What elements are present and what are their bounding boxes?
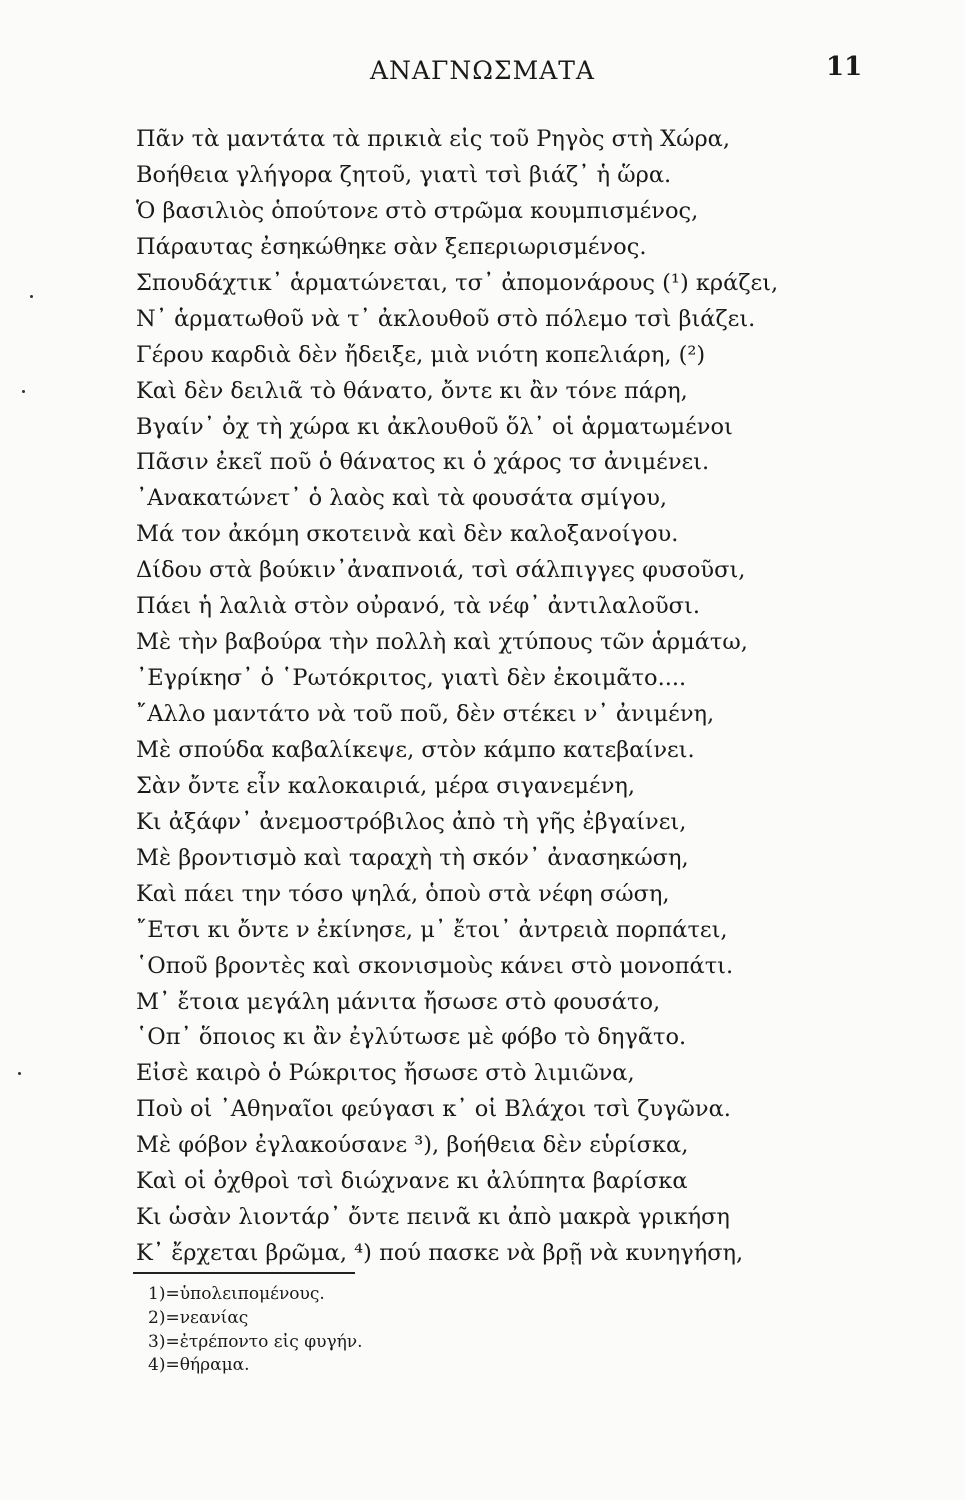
verse-line: Κ᾽ ἔρχεται βρῶμα, ⁴) πού πασκε νὰ βρῇ νὰ κυνηγήση,: [136, 1240, 744, 1267]
footnote: 4)=θήραμα.: [148, 1355, 250, 1376]
page-header: [0, 52, 965, 96]
verse-line: Γέρου καρδιὰ δὲν ἤδειξε, μιὰ νιότη κοπελιάρη, (²): [136, 341, 706, 368]
verse-line: Εἰσὲ καιρὸ ὁ Ρώκριτος ἤσωσε στὸ λιμιῶνα,: [136, 1060, 635, 1087]
verse-line: Ποὺ οἱ ᾽Αθηναῖοι φεύγασι κ᾽ οἱ Βλάχοι τσὶ ζυγῶνα.: [136, 1096, 731, 1123]
verse-line: Μὲ σπούδα καβαλίκεψε, στὸν κάμπο κατεβαίνει.: [136, 736, 695, 763]
verse-line: Πάει ἡ λαλιὰ στὸν οὐρανό, τὰ νέφ᾽ ἀντιλαλοῦσι.: [136, 593, 701, 620]
poem-text: [136, 122, 836, 1272]
verse-line: Κι ὡσὰν λιοντάρ᾽ ὄντε πεινᾶ κι ἀπὸ μακρὰ γρικήση: [136, 1204, 730, 1231]
verse-line: Σὰν ὄντε εἶν καλοκαιριά, μέρα σιγανεμένη,: [136, 772, 636, 799]
verse-line: Πάραυτας ἐσηκώθηκε σὰν ξεπεριωρισμένος.: [136, 233, 647, 260]
verse-line: Καὶ πάει την τόσο ψηλά, ὁποὺ στὰ νέφη σώση,: [136, 880, 670, 907]
verse-line: Μὲ βροντισμὸ καὶ ταραχὴ τὴ σκόν᾽ ἀνασηκώση,: [136, 844, 689, 871]
verse-line: ᾽Ανακατώνετ᾽ ὁ λαὸς καὶ τὰ φουσάτα σμίγου,: [136, 485, 668, 512]
print-speck: [18, 1072, 21, 1075]
verse-line: Μὲ φόβον ἐγλακούσανε ³), βοήθεια δὲν εὑρίσκα,: [136, 1132, 689, 1159]
print-speck: [22, 390, 25, 393]
verse-line: Μὲ τὴν βαβούρα τὴν πολλὴ καὶ χτύπους τῶν ἁρμάτω,: [136, 629, 748, 656]
verse-line: Ν᾽ ἁρματωθοῦ νὰ τ᾽ ἀκλουθοῦ στὸ πόλεμο τσὶ βιάζει.: [136, 305, 756, 332]
verse-line: Μ᾽ ἔτοια μεγάλη μάνιτα ἤσωσε στὸ φουσάτο,: [136, 988, 661, 1015]
verse-line: Μά τον ἀκόμη σκοτεινὰ καὶ δὲν καλοξανοίγου.: [136, 521, 679, 548]
verse-line: Ὁ βασιλιὸς ὁπούτονε στὸ στρῶμα κουμπισμένος,: [136, 197, 699, 224]
verse-line: Καὶ δὲν δειλιᾶ τὸ θάνατο, ὄντε κι ἂν τόνε πάρη,: [136, 377, 688, 404]
verse-line: ῎Αλλο μαντάτο νὰ τοῦ ποῦ, δὲν στέκει ν᾽ ἀνιμένη,: [136, 701, 715, 727]
verse-line: Βοήθεια γλήγορα ζητοῦ, γιατὶ τσὶ βιάζ᾽ ἡ ὥρα.: [136, 161, 672, 188]
verse-line: Σπουδάχτικ᾽ ἁρματώνεται, τσ᾽ ἀπομονάρους (¹) κράζει,: [136, 269, 779, 296]
footnotes: [148, 1283, 363, 1378]
page-number: 11: [826, 52, 863, 82]
verse-line: ῾Οποῦ βροντὲς καὶ σκονισμοὺς κάνει στὸ μονοπάτι.: [136, 952, 734, 979]
print-speck: [30, 295, 33, 298]
verse-line: ᾽Εγρίκησ᾽ ὁ ῾Ρωτόκριτος, γιατὶ δὲν ἐκοιμᾶτο....: [136, 665, 687, 692]
footnote: 1)=ὑπολειπομένους.: [148, 1284, 325, 1304]
verse-line: ῾Οπ᾽ ὅποιος κι ἂν ἐγλύτωσε μὲ φόβο τὸ δηγᾶτο.: [136, 1024, 687, 1051]
running-head: ΑΝΑΓΝΩΣΜΑΤΑ: [370, 56, 595, 85]
verse-line: Πᾶσιν ἐκεῖ ποῦ ὁ θάνατος κι ὁ χάρος τσ ἀνιμένει.: [136, 449, 710, 476]
verse-line: Βγαίν᾽ ὀχ τὴ χώρα κι ἀκλουθοῦ ὅλ᾽ οἱ ἁρματωμένοι: [136, 413, 733, 440]
verse-line: Πᾶν τὰ μαντάτα τὰ πρικιὰ εἰς τοῦ Ρηγὸς στὴ Χώρα,: [136, 126, 731, 152]
footnote: 2)=νεανίας: [148, 1307, 249, 1328]
verse-line: Καὶ οἱ ὀχθροὶ τσὶ διώχνανε κι ἀλύπητα βαρίσκα: [136, 1168, 688, 1195]
footnote: 3)=ἐτρέποντο εἰς φυγήν.: [148, 1331, 363, 1352]
verse-line: Δίδου στὰ βούκιν᾽ἀναπνοιά, τσὶ σάλπιγγες φυσοῦσι,: [136, 557, 746, 584]
verse-line: ῎Ετσι κι ὄντε ν ἐκίνησε, μ᾽ ἔτοι᾽ ἀντρειὰ πορπάτει,: [136, 916, 728, 943]
verse-line: Κι ἀξάφν᾽ ἀνεμοστρόβιλος ἀπὸ τὴ γῆς ἐβγαίνει,: [136, 808, 687, 835]
footnote-rule: [133, 1272, 355, 1274]
